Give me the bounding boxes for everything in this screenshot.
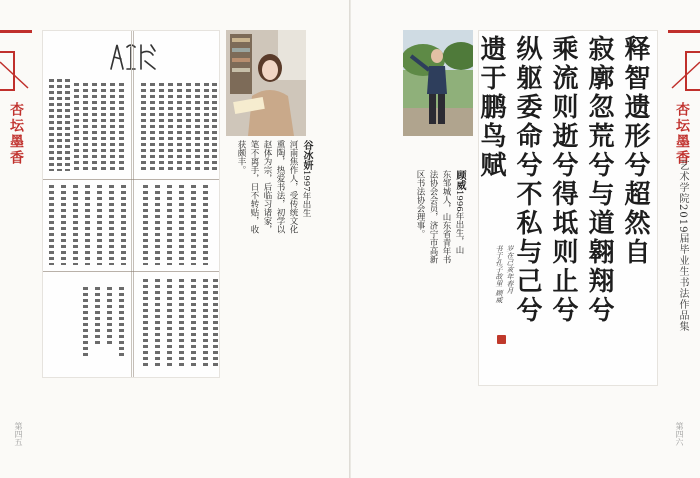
text-column: [141, 83, 146, 171]
text-column: [49, 79, 54, 171]
inscription-line: 书于孔子故里 顾威: [495, 245, 503, 304]
fold-line: [43, 271, 219, 272]
bio-line: 笔不离手，日不转贴，收: [249, 140, 259, 234]
text-column: [191, 279, 196, 369]
left-page: [0, 0, 349, 478]
text-column: [97, 185, 102, 265]
text-column: [121, 185, 126, 265]
calligraphy-artwork-left: [42, 30, 220, 378]
bio-line: 法协会会员，济宁市高新: [428, 170, 438, 264]
text-column: [74, 83, 79, 171]
seal-stamp: [497, 335, 506, 344]
bio-line: 1997年出生: [301, 170, 311, 218]
red-corner-ornament: [668, 30, 700, 98]
text-column: [57, 79, 62, 171]
bio-line: 区书法协会理事。: [415, 170, 425, 238]
text-column: [83, 287, 88, 357]
artist-name: 谷冰妍: [301, 140, 312, 170]
text-column: [85, 185, 90, 265]
artwork-column: 纵躯委命兮不私与己兮: [512, 35, 542, 325]
text-column: [150, 83, 155, 171]
artwork-column: 乘流则逝兮得坻则止兮: [548, 35, 578, 325]
text-column: [186, 83, 191, 171]
page-number: 第四六: [675, 422, 684, 446]
text-column: [168, 83, 173, 171]
artist-photo: [403, 30, 473, 136]
text-column: [179, 185, 184, 265]
series-title: 艺术学院2019届毕业生书法作品集: [677, 160, 688, 333]
text-column: [109, 185, 114, 265]
text-column: [143, 279, 148, 369]
brand-title: 杏坛墨香: [674, 102, 690, 166]
text-column: [167, 279, 172, 369]
text-column: [177, 83, 182, 171]
red-corner-ornament: [0, 30, 32, 98]
artist-bio: [413, 170, 466, 280]
text-column: [119, 287, 124, 357]
text-column: [95, 287, 100, 347]
artwork-column: 遗于鹏鸟赋: [476, 35, 506, 180]
text-column: [155, 185, 160, 265]
bio-line: 1996年出生，山: [454, 190, 464, 255]
text-column: [203, 279, 208, 369]
bio-line: 赵体为宗，后临习诸家，: [262, 140, 272, 234]
brand-title: 杏坛墨香: [8, 102, 24, 166]
text-column: [213, 279, 218, 369]
text-column: [83, 83, 88, 171]
text-column: [107, 287, 112, 347]
artist-name: 顾威: [454, 170, 465, 190]
text-column: [179, 279, 184, 369]
text-column: [167, 185, 172, 265]
bio-line: 熏陶，热爱书法，初学以: [275, 140, 285, 234]
inscription-line: 岁在己亥年春月: [506, 245, 514, 294]
text-column: [212, 83, 217, 171]
fold-line: [43, 179, 219, 180]
calligraphy-artwork-right: [478, 30, 658, 386]
text-column: [191, 185, 196, 265]
text-column: [143, 185, 148, 265]
artwork-column: 寂廓忽荒兮与道翱翔兮: [584, 35, 614, 325]
text-column: [204, 83, 209, 171]
artist-bio: [234, 140, 313, 260]
text-column: [61, 185, 66, 265]
text-column: [65, 79, 70, 171]
text-column: [92, 83, 97, 171]
text-column: [101, 83, 106, 171]
artwork-column: 释智遗形兮超然自: [620, 35, 650, 267]
page-number: 第四五: [14, 422, 23, 446]
bio-line: 河南焦作人，受传统文化: [288, 140, 298, 234]
inscription: [493, 245, 515, 303]
right-page: [351, 0, 700, 478]
bio-line: 获颇丰。: [236, 140, 246, 174]
text-column: [49, 185, 54, 265]
text-column: [203, 185, 208, 265]
bio-line: 东邹城人，山东省青年书: [441, 170, 451, 264]
text-column: [159, 83, 164, 171]
text-column: [155, 279, 160, 369]
text-column: [73, 185, 78, 265]
text-column: [119, 83, 124, 171]
text-column: [110, 83, 115, 171]
artist-photo: [226, 30, 306, 136]
text-column: [195, 83, 200, 171]
fold-line: [133, 31, 134, 377]
fold-line: [131, 31, 132, 377]
